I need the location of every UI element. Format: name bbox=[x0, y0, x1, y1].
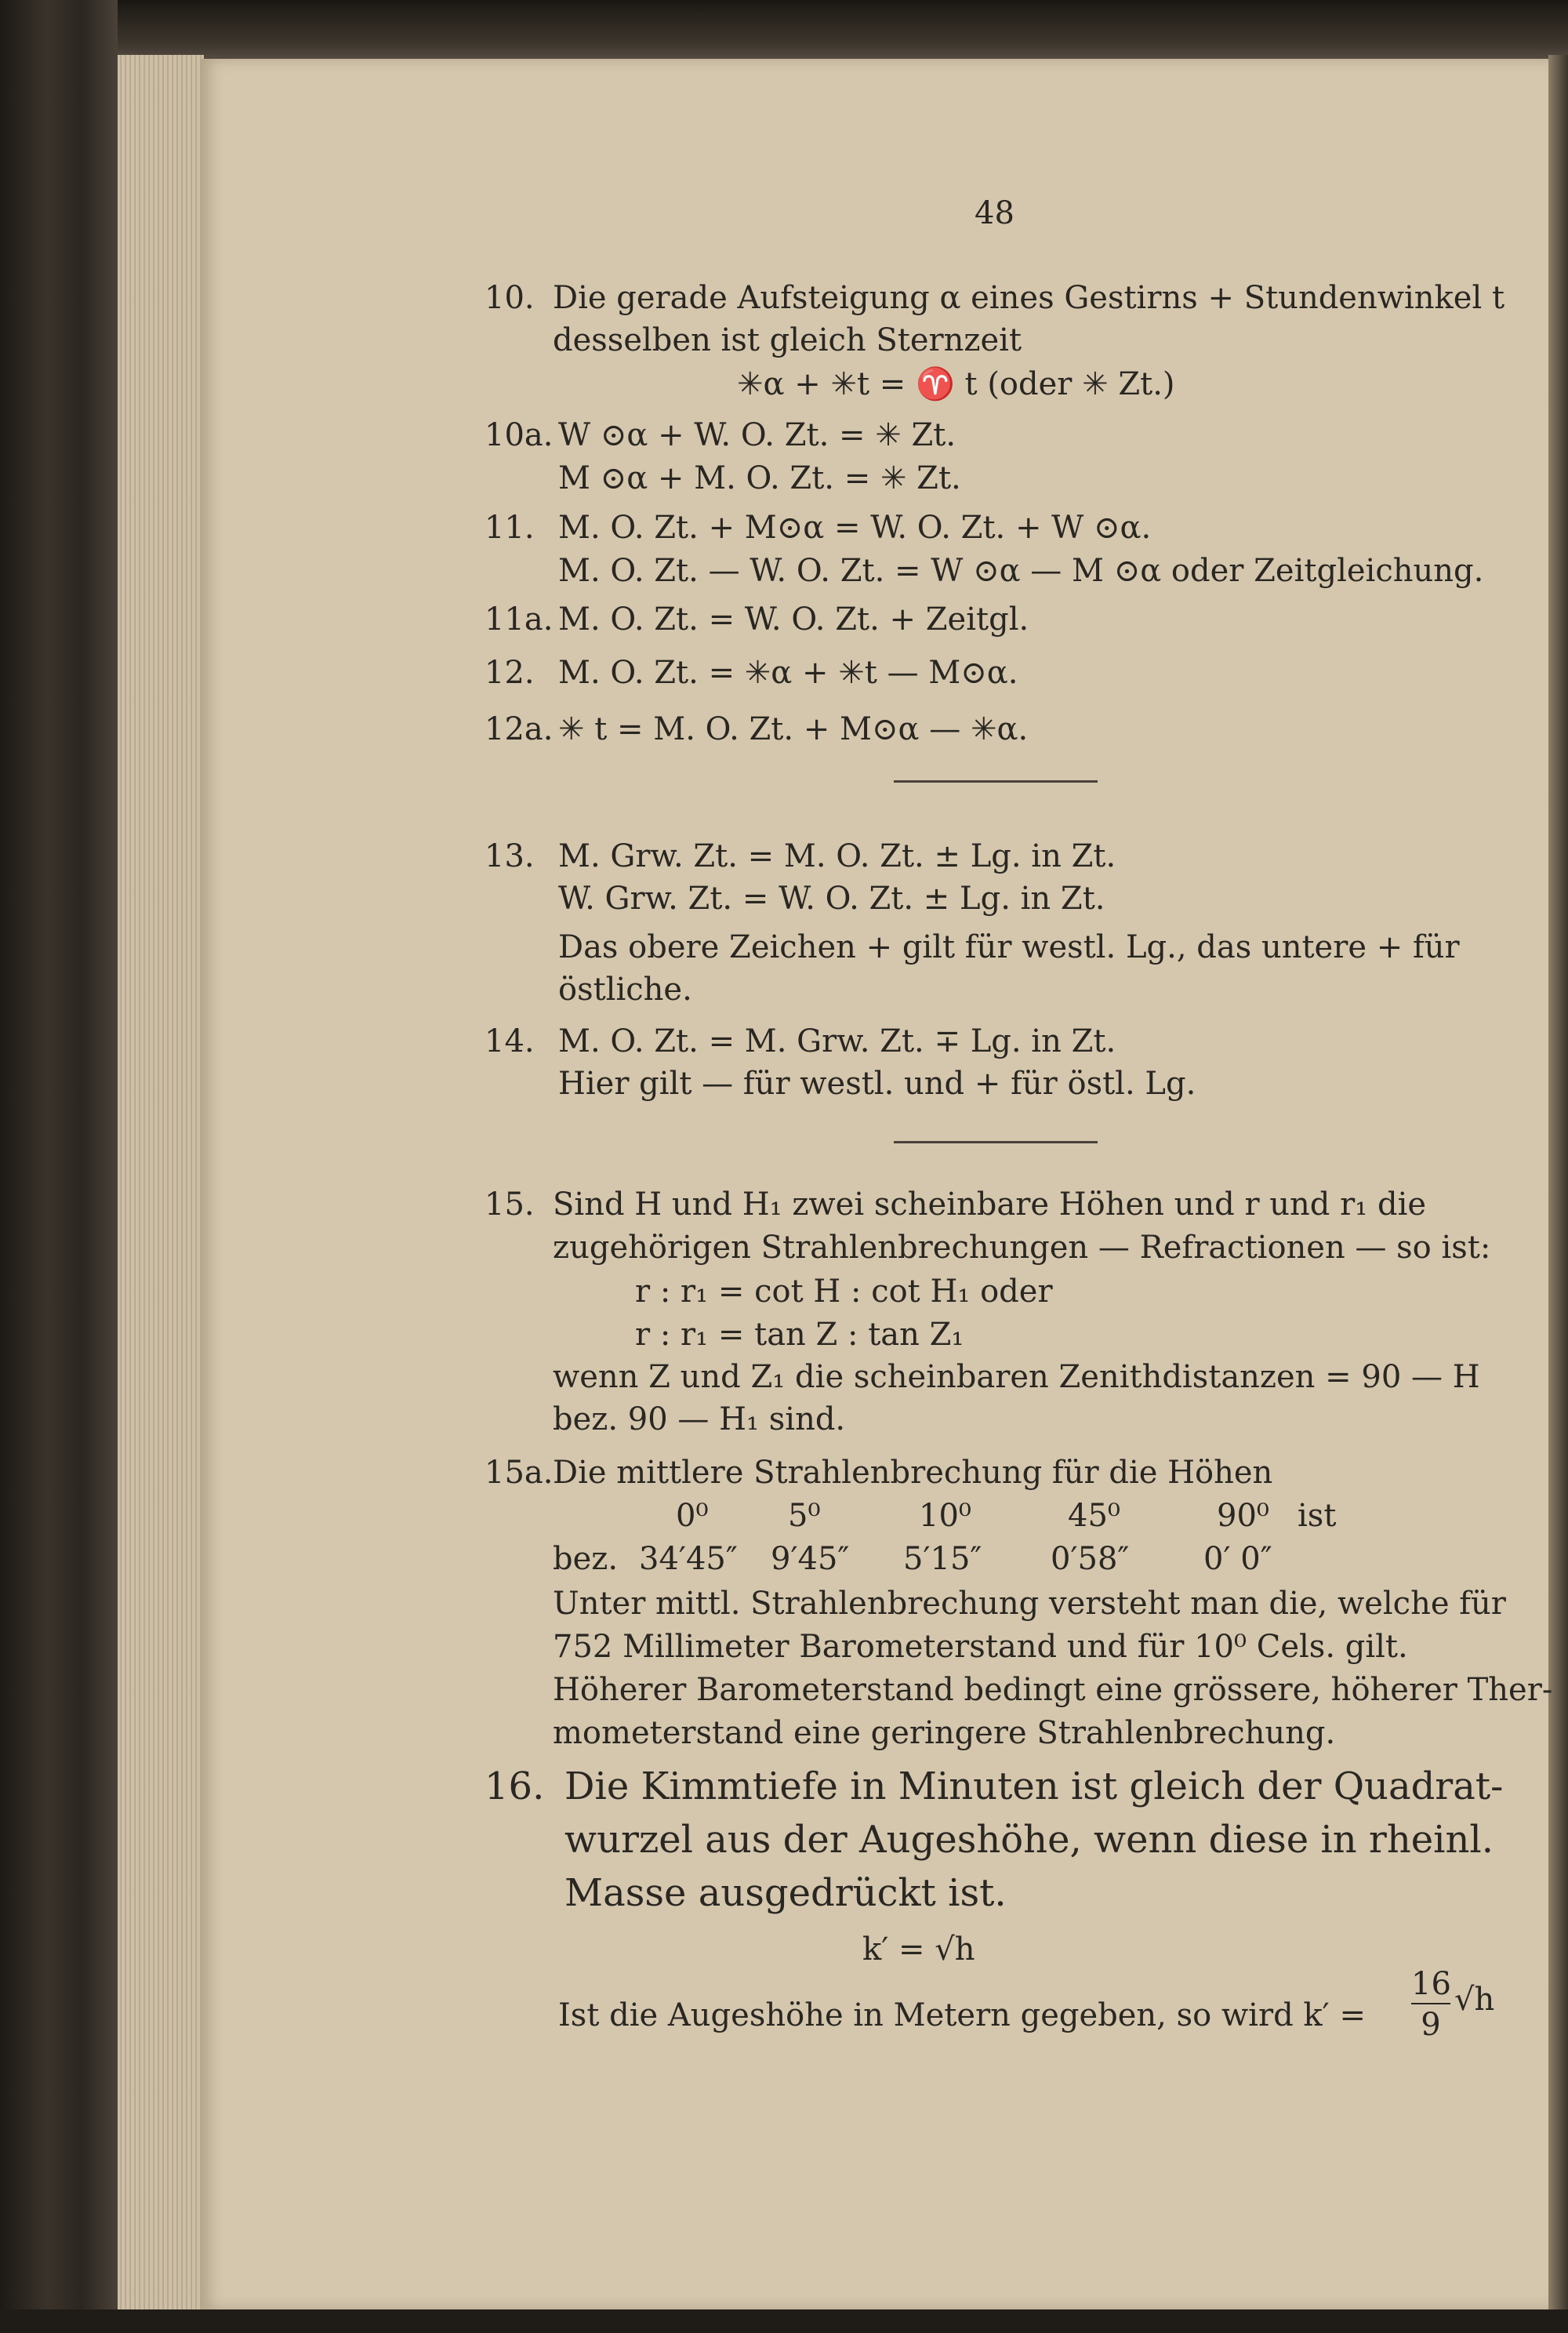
text-line: bez. 90 — H₁ sind. bbox=[553, 1401, 846, 1437]
item-number: 13. bbox=[485, 838, 535, 874]
item-number: 16. bbox=[485, 1764, 545, 1808]
refraction-value: 9′45″ bbox=[771, 1541, 850, 1577]
height-value: 45⁰ bbox=[1068, 1498, 1120, 1534]
fraction bbox=[1411, 1968, 1450, 2043]
text-word: ist bbox=[1298, 1498, 1337, 1534]
formula-tail: √h bbox=[1454, 1982, 1495, 2018]
formula-line: W. Grw. Zt. = W. O. Zt. ± Lg. in Zt. bbox=[558, 881, 1105, 917]
page-stack-edges bbox=[118, 55, 204, 2313]
height-value: 5⁰ bbox=[788, 1498, 821, 1534]
text-line: desselben ist gleich Sternzeit bbox=[553, 322, 1022, 358]
book-top-edge bbox=[0, 0, 1568, 63]
item-number: 11a. bbox=[485, 601, 554, 638]
text-word: bez. bbox=[553, 1541, 619, 1577]
text-line: östliche. bbox=[558, 972, 692, 1008]
item-number: 12. bbox=[485, 655, 535, 691]
text-line: 752 Millimeter Barometerstand und für 10⁰ Cels. gilt. bbox=[553, 1629, 1408, 1665]
formula-line: M. O. Zt. = M. Grw. Zt. ∓ Lg. in Zt. bbox=[558, 1023, 1116, 1059]
text-line: Sind H und H₁ zwei scheinbare Höhen und r und r₁ die bbox=[553, 1186, 1427, 1223]
formula-line: M. O. Zt. + M⊙α = W. O. Zt. + W ⊙α. bbox=[558, 510, 1152, 546]
item-number: 12a. bbox=[485, 711, 554, 747]
formula-line: M. O. Zt. = ✳α + ✳t — M⊙α. bbox=[558, 655, 1018, 691]
formula-line: M. O. Zt. — W. O. Zt. = W ⊙α — M ⊙α oder Zeitgleichung. bbox=[558, 553, 1484, 589]
fraction-denominator: 9 bbox=[1421, 2007, 1441, 2043]
fraction-bar bbox=[1411, 2003, 1450, 2004]
text-line: Das obere Zeichen + gilt für westl. Lg., das untere + für bbox=[558, 929, 1460, 965]
height-value: 90⁰ bbox=[1217, 1498, 1269, 1534]
refraction-value: 5′15″ bbox=[903, 1541, 982, 1577]
refraction-value: 0′58″ bbox=[1051, 1541, 1130, 1577]
item-number: 15a. bbox=[485, 1455, 554, 1491]
formula-line: M. O. Zt. = W. O. Zt. + Zeitgl. bbox=[558, 601, 1029, 638]
formula-line: ✳ t = M. O. Zt. + M⊙α — ✳α. bbox=[558, 711, 1029, 747]
fraction-numerator: 16 bbox=[1411, 1966, 1451, 2002]
book-binding bbox=[0, 0, 118, 2333]
height-value: 0⁰ bbox=[676, 1498, 709, 1534]
formula-line: M. Grw. Zt. = M. O. Zt. ± Lg. in Zt. bbox=[558, 838, 1116, 874]
item-number: 10a. bbox=[485, 417, 554, 453]
text-line: Die mittlere Strahlenbrechung für die Höhen bbox=[553, 1455, 1273, 1491]
text-line: Die Kimmtiefe in Minuten ist gleich der Quadrat- bbox=[564, 1764, 1504, 1808]
refraction-value: 0′ 0″ bbox=[1203, 1541, 1272, 1577]
book-bottom-edge bbox=[0, 2309, 1568, 2333]
formula-line: M ⊙α + M. O. Zt. = ✳ Zt. bbox=[558, 460, 961, 496]
item-number: 10. bbox=[485, 280, 535, 316]
text-line: Ist die Augeshöhe in Metern gegeben, so wird k′ = bbox=[558, 1997, 1366, 2033]
text-line: Unter mittl. Strahlenbrechung versteht man die, welche für bbox=[553, 1586, 1506, 1622]
text-line: wurzel aus der Augeshöhe, wenn diese in rheinl. bbox=[564, 1818, 1494, 1862]
page-right-shadow bbox=[1548, 55, 1568, 2313]
text-line: zugehörigen Strahlenbrechungen — Refractionen — so ist: bbox=[553, 1230, 1491, 1266]
height-value: 10⁰ bbox=[919, 1498, 971, 1534]
formula-line: r : r₁ = cot H : cot H₁ oder bbox=[635, 1274, 1053, 1310]
text-line: wenn Z und Z₁ die scheinbaren Zenithdistanzen = 90 — H bbox=[553, 1359, 1480, 1395]
section-divider bbox=[894, 780, 1098, 783]
text-line: Die gerade Aufsteigung α eines Gestirns + Stundenwinkel t bbox=[553, 280, 1505, 316]
formula-line: ✳α + ✳t = ♈ t (oder ✳ Zt.) bbox=[737, 366, 1175, 402]
section-divider bbox=[894, 1141, 1098, 1143]
text-line: Höherer Barometerstand bedingt eine grössere, höherer Ther- bbox=[553, 1672, 1553, 1708]
refraction-value: 34′45″ bbox=[639, 1541, 738, 1577]
text-line: mometerstand eine geringere Strahlenbrechung. bbox=[553, 1715, 1336, 1751]
page-number: 48 bbox=[975, 195, 1014, 231]
item-number: 14. bbox=[485, 1023, 535, 1059]
item-number: 15. bbox=[485, 1186, 535, 1223]
formula-line: W ⊙α + W. O. Zt. = ✳ Zt. bbox=[558, 417, 956, 453]
formula-line: r : r₁ = tan Z : tan Z₁ bbox=[635, 1317, 964, 1353]
text-line: Hier gilt — für westl. und + für östl. Lg. bbox=[558, 1066, 1196, 1102]
formula-line: k′ = √h bbox=[862, 1931, 975, 1968]
item-number: 11. bbox=[485, 510, 535, 546]
text-line: Masse ausgedrückt ist. bbox=[564, 1871, 1007, 1915]
